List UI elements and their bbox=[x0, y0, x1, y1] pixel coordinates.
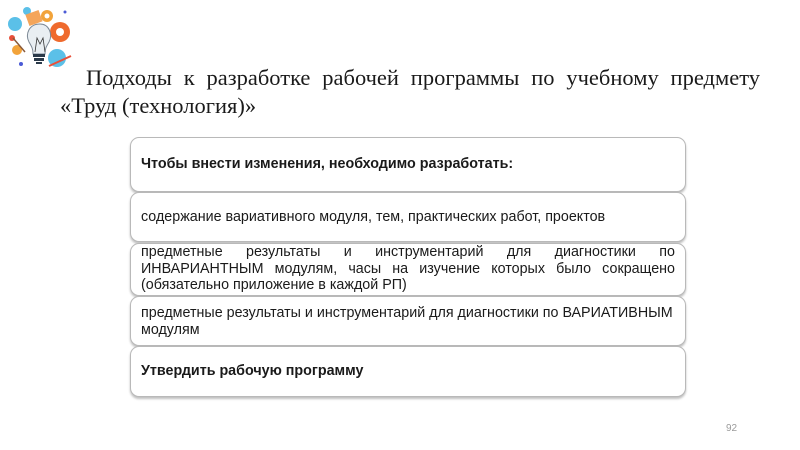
step-text: Чтобы внести изменения, необходимо разработать: bbox=[141, 156, 514, 173]
step-text: предметные результаты и инструментарий для диагностики по ИНВАРИАНТНЫМ модулям, часы на изучение которых было сокращено (обязательно приложение в каждой РП) bbox=[141, 244, 675, 293]
title-line-1: Подходы к разработке рабочей программы по учебному предмету bbox=[86, 65, 760, 90]
step-box-header bbox=[130, 137, 686, 192]
step-box-approve bbox=[130, 346, 686, 397]
step-box-invariant-results bbox=[130, 243, 686, 296]
step-text: содержание вариативного модуля, тем, практических работ, проектов bbox=[141, 208, 606, 225]
step-box-variative-content bbox=[130, 192, 686, 242]
step-text: Утвердить рабочую программу bbox=[141, 363, 364, 380]
page-number: 92 bbox=[726, 423, 738, 434]
title-line-2: «Труд (технология)» bbox=[60, 93, 257, 118]
step-text: предметные результаты и инструментарий для диагностики по ВАРИАТИВНЫМ модулям bbox=[141, 305, 673, 338]
slide-title bbox=[60, 64, 760, 120]
step-box-variative-results bbox=[130, 296, 686, 346]
